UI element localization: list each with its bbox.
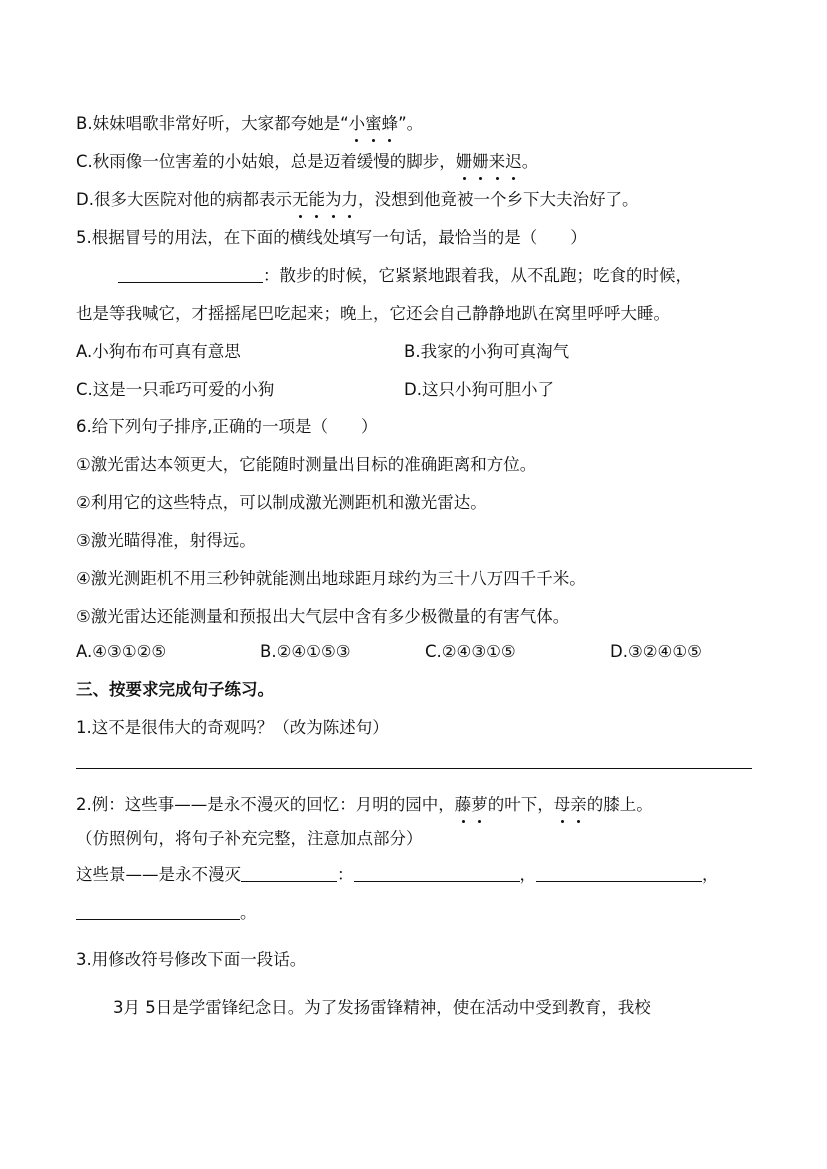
answer-blank[interactable] (536, 865, 702, 882)
q5-stem: 5.根据冒号的用法，在下面的横线处填写一句话，最恰当的是（ ） (76, 228, 587, 247)
dotted-char: 姗 (455, 152, 473, 171)
q5-passage-line1: ：散步的时候，它紧紧地跟着我，从不乱跑；吃食的时候， (118, 265, 692, 287)
dotted-text (349, 114, 399, 133)
q4-option-d: D.很多大医院对他的病都表示无能为力，没想到他竟被一个乡下大夫治好了。 (76, 190, 639, 209)
s3-q2-fill-line: 这些景——是永不漫灭 ： ， ， (76, 865, 719, 884)
q5-option-c: C.这是一只乖巧可爱的小狗 (76, 380, 275, 399)
q5-option-b: B.我家的小狗可真淘气 (404, 342, 570, 361)
q5-option-d: D.这只小狗可胆小了 (404, 380, 554, 399)
q6-sentence-4: ④激光测距机不用三秒钟就能测出地球距月球约为三十八万四千千米。 (76, 569, 586, 588)
s3-q3: 3.用修改符号修改下面一段话。 (76, 950, 307, 969)
q6-sentence-2: ②利用它的这些特点，可以制成激光测距机和激光雷达。 (76, 493, 487, 512)
dotted-char: 无 (291, 190, 309, 209)
dotted-char: 萝 (471, 795, 488, 814)
s3-q2-instruction: （仿照例句，将句子补充完整，注意加点部分） (76, 829, 423, 848)
q6-sentence-5: ⑤激光雷达还能测量和预报出大气层中含有多少极微量的有害气体。 (76, 607, 570, 626)
dotted-char: 能 (308, 190, 325, 209)
dotted-char: 来 (488, 152, 506, 171)
dotted-text (554, 795, 587, 814)
dotted-char: 小 (348, 114, 366, 133)
dotted-char: 亲 (570, 795, 587, 814)
dotted-char: 母 (553, 795, 571, 814)
dotted-text (292, 190, 358, 209)
dotted-text (456, 152, 522, 171)
q4-option-b: B.妹妹唱歌非常好听，大家都夸她是“小蜜蜂”。 (76, 114, 424, 133)
q6-option-a: A.④③①②⑤ (76, 642, 167, 661)
answer-line[interactable] (76, 768, 752, 769)
dotted-char: 力 (341, 190, 358, 209)
q6-option-d: D.③②④①⑤ (610, 642, 702, 661)
dotted-char: 蜜 (365, 114, 382, 133)
dotted-text (455, 795, 488, 814)
s3-q1: 1.这不是很伟大的奇观吗？（改为陈述句） (76, 718, 389, 737)
dotted-char: 姗 (472, 152, 489, 171)
dotted-char: 迟 (505, 152, 522, 171)
q5-passage-line2: 也是等我喊它，才摇摇尾巴吃起来；晚上，它还会自己静静地趴在窝里呼呼大睡。 (76, 304, 670, 323)
q6-option-b: B.②④①⑤③ (260, 642, 351, 661)
dotted-char: 藤 (454, 795, 472, 814)
dotted-char: 为 (324, 190, 342, 209)
q6-sentence-1: ①激光雷达本领更大，它能随时测量出目标的准确距离和方位。 (76, 455, 537, 474)
answer-blank[interactable] (354, 865, 520, 882)
answer-blank[interactable] (118, 266, 263, 283)
q6-sentence-3: ③激光瞄得准，射得远。 (76, 531, 256, 550)
s3-q3-paragraph: 3月 5日是学雷锋纪念日。为了发扬雷锋精神，使在活动中受到教育，我校 (113, 998, 651, 1017)
s3-q2-example: 2.例：这些事——是永不漫灭的回忆：月明的园中，藤萝的叶下，母亲的膝上。 (76, 795, 653, 814)
answer-blank[interactable] (76, 903, 240, 920)
dotted-char: 蜂 (381, 114, 399, 133)
section-heading: 三、按要求完成句子练习。 (76, 680, 274, 699)
answer-blank[interactable] (241, 865, 337, 882)
q6-stem: 6.给下列句子排序,正确的一项是（ ） (76, 417, 378, 436)
s3-q2-fill-line2: 。 (76, 902, 257, 924)
q5-option-a: A.小狗布布可真有意思 (76, 342, 241, 361)
q6-option-c: C.②④③①⑤ (425, 642, 516, 661)
q4-option-c: C.秋雨像一位害羞的小姑娘，总是迈着缓慢的脚步，姗姗来迟。 (76, 152, 539, 171)
